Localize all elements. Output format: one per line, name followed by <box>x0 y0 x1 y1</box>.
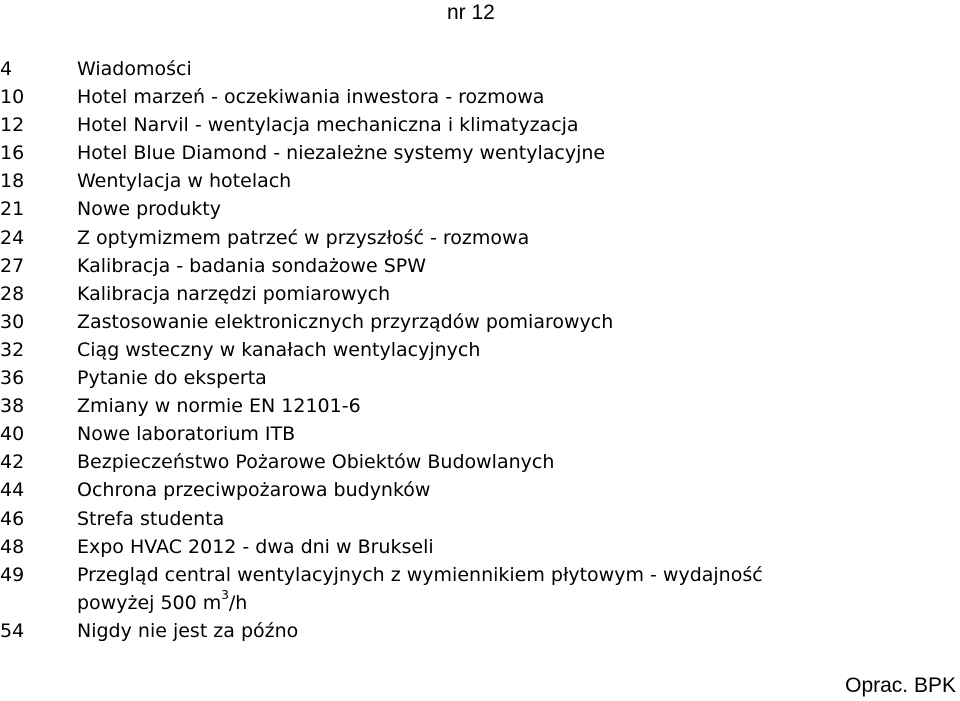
toc-title: Nigdy nie jest za późno <box>77 619 299 642</box>
toc-row <box>0 83 960 111</box>
toc-row <box>0 392 960 420</box>
toc-row <box>0 252 960 280</box>
toc-title: Nowe laboratorium ITB <box>77 423 296 446</box>
toc-title: Hotel marzeń - oczekiwania inwestora - rozmowa <box>77 86 545 109</box>
toc-row <box>0 224 960 252</box>
toc-row <box>0 505 960 533</box>
toc-title: Expo HVAC 2012 - dwa dni w Brukseli <box>77 535 434 558</box>
toc-title: Zmiany w normie EN 12101-6 <box>77 395 361 418</box>
toc-row <box>0 476 960 504</box>
toc-title-line2-unit: /h <box>228 591 248 614</box>
toc-page-number: 44 <box>0 479 25 502</box>
toc-row <box>0 111 960 139</box>
toc-row <box>0 533 960 561</box>
toc-page-number: 30 <box>0 310 25 333</box>
toc-title: Strefa studenta <box>77 507 225 530</box>
toc-row <box>0 364 960 392</box>
issue-number: nr 12 <box>447 1 495 24</box>
toc-row <box>0 336 960 364</box>
toc-title: Ciąg wsteczny w kanałach wentylacyjnych <box>77 338 481 361</box>
toc-title-line1: Przegląd central wentylacyjnych z wymiennikiem płytowym - wydajność <box>77 563 763 586</box>
toc-page-number: 28 <box>0 282 25 305</box>
toc-page-number: 27 <box>0 254 25 277</box>
toc-row <box>0 139 960 167</box>
author-credit: Oprac. BPK <box>845 674 956 697</box>
toc-title: Wiadomości <box>77 58 192 80</box>
toc-title: Hotel Narvil - wentylacja mechaniczna i klimatyzacja <box>77 114 579 137</box>
toc-page-number: 16 <box>0 142 25 165</box>
toc-title: Zastosowanie elektronicznych przyrządów pomiarowych <box>77 310 614 333</box>
toc-page-number: 4 <box>0 58 13 80</box>
toc-title: Wentylacja w hotelach <box>77 170 292 193</box>
toc-title: Hotel Blue Diamond - niezależne systemy wentylacyjne <box>77 142 606 165</box>
toc-title: Nowe produkty <box>77 198 221 221</box>
toc-page-number: 32 <box>0 338 25 361</box>
toc-page-number: 48 <box>0 535 25 558</box>
toc-page-number: 21 <box>0 198 25 221</box>
table-of-contents <box>0 55 960 645</box>
toc-row <box>0 195 960 223</box>
toc-page-number: 10 <box>0 86 25 109</box>
toc-page-number: 42 <box>0 451 25 474</box>
toc-row <box>0 280 960 308</box>
toc-title: Kalibracja narzędzi pomiarowych <box>77 282 391 305</box>
toc-page-number: 54 <box>0 619 25 642</box>
toc-title-line2 <box>77 589 763 617</box>
toc-page-number: 18 <box>0 170 25 193</box>
toc-page-number: 38 <box>0 395 25 418</box>
toc-page-number: 46 <box>0 507 25 530</box>
toc-page-number: 36 <box>0 367 25 390</box>
toc-page-number: 12 <box>0 114 25 137</box>
toc-title: Kalibracja - badania sondażowe SPW <box>77 254 426 277</box>
toc-row <box>0 420 960 448</box>
toc-page-number: 49 <box>0 563 25 586</box>
toc-page-number: 24 <box>0 226 25 249</box>
toc-title: Bezpieczeństwo Pożarowe Obiektów Budowlanych <box>77 451 555 474</box>
toc-title: Pytanie do eksperta <box>77 367 267 390</box>
toc-row <box>0 308 960 336</box>
toc-page-number: 40 <box>0 423 25 446</box>
toc-row <box>0 561 960 617</box>
toc-title <box>77 561 763 617</box>
toc-title: Z optymizmem patrzeć w przyszłość - rozmowa <box>77 226 530 249</box>
toc-row <box>0 617 960 645</box>
toc-row <box>0 448 960 476</box>
toc-title-line2-text: powyżej 500 m <box>77 591 222 614</box>
toc-title: Ochrona przeciwpożarowa budynków <box>77 479 431 502</box>
toc-row <box>0 55 960 83</box>
superscript-exponent: 3 <box>221 588 229 603</box>
toc-row <box>0 167 960 195</box>
